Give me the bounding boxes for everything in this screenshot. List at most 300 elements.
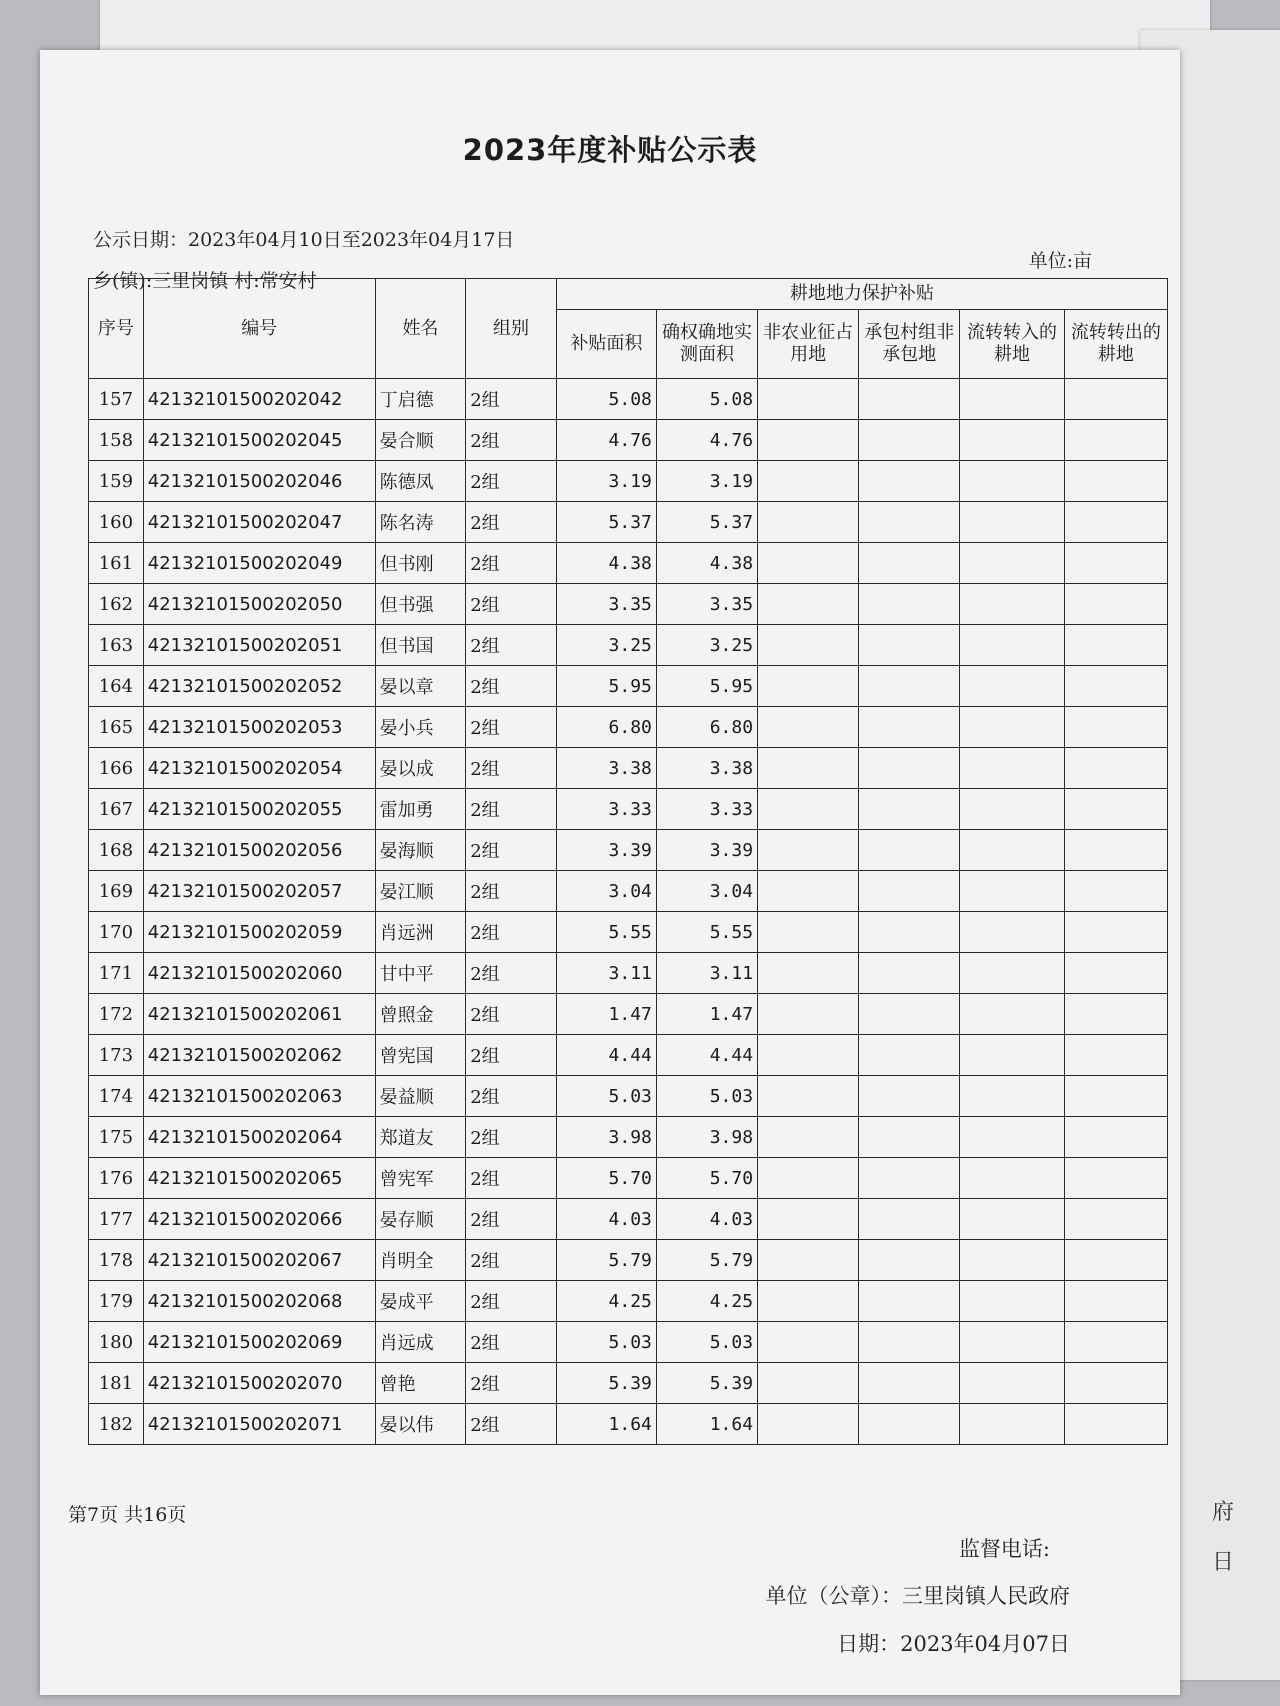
row-empty-cell	[758, 1240, 859, 1281]
header-code: 编号	[143, 279, 375, 379]
row-empty-cell	[960, 789, 1064, 830]
row-name: 肖远洲	[375, 912, 466, 953]
row-empty-cell	[758, 1322, 859, 1363]
row-empty-cell	[859, 707, 960, 748]
row-area: 3.19	[556, 461, 656, 502]
row-code: 42132101500202070	[143, 1363, 375, 1404]
row-name: 但书刚	[375, 543, 466, 584]
row-empty-cell	[1064, 871, 1167, 912]
row-name: 郑道友	[375, 1117, 466, 1158]
row-name: 肖远成	[375, 1322, 466, 1363]
row-area: 5.55	[556, 912, 656, 953]
row-seq: 170	[89, 912, 144, 953]
header-seq: 序号	[89, 279, 144, 379]
header-noncontract: 承包村组非承包地	[859, 310, 960, 379]
row-measured: 5.95	[656, 666, 757, 707]
table-row	[89, 953, 1168, 994]
page-title: 2023年度补贴公示表	[462, 133, 758, 167]
row-empty-cell	[859, 666, 960, 707]
row-code: 42132101500202066	[143, 1199, 375, 1240]
row-empty-cell	[758, 871, 859, 912]
row-group: 2组	[466, 830, 557, 871]
row-name: 肖明全	[375, 1240, 466, 1281]
table-row	[89, 420, 1168, 461]
row-name: 但书国	[375, 625, 466, 666]
row-measured: 5.79	[656, 1240, 757, 1281]
row-empty-cell	[1064, 543, 1167, 584]
row-area: 4.38	[556, 543, 656, 584]
row-empty-cell	[859, 502, 960, 543]
row-empty-cell	[859, 625, 960, 666]
row-measured: 6.80	[656, 707, 757, 748]
row-measured: 4.03	[656, 1199, 757, 1240]
row-area: 3.11	[556, 953, 656, 994]
row-code: 42132101500202045	[143, 420, 375, 461]
row-measured: 3.11	[656, 953, 757, 994]
row-code: 42132101500202064	[143, 1117, 375, 1158]
row-seq: 162	[89, 584, 144, 625]
row-empty-cell	[1064, 461, 1167, 502]
row-empty-cell	[859, 1035, 960, 1076]
header-transfer-out: 流转转出的耕地	[1064, 310, 1167, 379]
row-measured: 4.25	[656, 1281, 757, 1322]
row-empty-cell	[859, 1240, 960, 1281]
row-group: 2组	[466, 666, 557, 707]
table-row	[89, 584, 1168, 625]
row-empty-cell	[859, 1199, 960, 1240]
row-empty-cell	[859, 379, 960, 420]
row-name: 陈德凤	[375, 461, 466, 502]
table-row	[89, 666, 1168, 707]
row-area: 1.47	[556, 994, 656, 1035]
row-seq: 182	[89, 1404, 144, 1445]
official-seal-unit: 单位（公章）：三里岗镇人民政府	[765, 1584, 1070, 1608]
row-empty-cell	[960, 748, 1064, 789]
row-area: 3.35	[556, 584, 656, 625]
row-seq: 159	[89, 461, 144, 502]
row-group: 2组	[466, 420, 557, 461]
row-empty-cell	[758, 1158, 859, 1199]
row-name: 陈名涛	[375, 502, 466, 543]
row-empty-cell	[859, 789, 960, 830]
row-empty-cell	[758, 1076, 859, 1117]
row-seq: 174	[89, 1076, 144, 1117]
edge-char: 日	[1212, 1550, 1235, 1575]
row-area: 3.25	[556, 625, 656, 666]
row-empty-cell	[859, 1117, 960, 1158]
row-empty-cell	[758, 543, 859, 584]
row-empty-cell	[859, 1281, 960, 1322]
table-row	[89, 379, 1168, 420]
row-name: 晏益顺	[375, 1076, 466, 1117]
row-area: 5.08	[556, 379, 656, 420]
unit-label: 单位:亩	[1028, 250, 1092, 272]
row-seq: 166	[89, 748, 144, 789]
row-area: 4.25	[556, 1281, 656, 1322]
row-group: 2组	[466, 1076, 557, 1117]
row-empty-cell	[758, 994, 859, 1035]
row-seq: 180	[89, 1322, 144, 1363]
table-row	[89, 789, 1168, 830]
row-measured: 5.37	[656, 502, 757, 543]
table-row	[89, 1322, 1168, 1363]
row-empty-cell	[1064, 1199, 1167, 1240]
row-group: 2组	[466, 461, 557, 502]
row-group: 2组	[466, 953, 557, 994]
row-empty-cell	[758, 502, 859, 543]
row-empty-cell	[859, 1076, 960, 1117]
row-empty-cell	[1064, 707, 1167, 748]
edge-char: 府	[1212, 1500, 1235, 1525]
row-measured: 3.35	[656, 584, 757, 625]
row-empty-cell	[960, 1035, 1064, 1076]
row-empty-cell	[859, 543, 960, 584]
header-transfer-in: 流转转入的耕地	[960, 310, 1064, 379]
row-empty-cell	[960, 953, 1064, 994]
row-empty-cell	[758, 953, 859, 994]
row-empty-cell	[960, 871, 1064, 912]
row-empty-cell	[758, 625, 859, 666]
township-village: 乡(镇):三里岗镇 村:常安村	[93, 270, 317, 292]
row-empty-cell	[1064, 379, 1167, 420]
row-empty-cell	[960, 1158, 1064, 1199]
row-code: 42132101500202049	[143, 543, 375, 584]
row-measured: 3.39	[656, 830, 757, 871]
row-seq: 172	[89, 994, 144, 1035]
row-name: 晏以成	[375, 748, 466, 789]
row-empty-cell	[1064, 1281, 1167, 1322]
row-empty-cell	[960, 1240, 1064, 1281]
row-group: 2组	[466, 1322, 557, 1363]
table-row	[89, 1199, 1168, 1240]
row-code: 42132101500202067	[143, 1240, 375, 1281]
row-empty-cell	[960, 1404, 1064, 1445]
row-seq: 175	[89, 1117, 144, 1158]
row-seq: 171	[89, 953, 144, 994]
row-empty-cell	[758, 748, 859, 789]
row-seq: 173	[89, 1035, 144, 1076]
row-empty-cell	[758, 789, 859, 830]
row-code: 42132101500202063	[143, 1076, 375, 1117]
row-measured: 3.19	[656, 461, 757, 502]
row-code: 42132101500202042	[143, 379, 375, 420]
row-empty-cell	[960, 1363, 1064, 1404]
supervision-phone: 监督电话:	[958, 1537, 1050, 1561]
row-empty-cell	[1064, 584, 1167, 625]
row-code: 42132101500202059	[143, 912, 375, 953]
row-area: 5.70	[556, 1158, 656, 1199]
row-group: 2组	[466, 625, 557, 666]
row-empty-cell	[758, 1117, 859, 1158]
row-name: 晏成平	[375, 1281, 466, 1322]
row-code: 42132101500202071	[143, 1404, 375, 1445]
row-name: 晏海顺	[375, 830, 466, 871]
row-seq: 164	[89, 666, 144, 707]
row-area: 4.76	[556, 420, 656, 461]
row-name: 雷加勇	[375, 789, 466, 830]
row-empty-cell	[859, 420, 960, 461]
row-measured: 3.38	[656, 748, 757, 789]
row-seq: 161	[89, 543, 144, 584]
row-name: 晏江顺	[375, 871, 466, 912]
row-area: 4.44	[556, 1035, 656, 1076]
row-empty-cell	[758, 584, 859, 625]
row-empty-cell	[758, 1363, 859, 1404]
row-empty-cell	[859, 584, 960, 625]
table-row	[89, 1404, 1168, 1445]
row-empty-cell	[1064, 625, 1167, 666]
row-area: 1.64	[556, 1404, 656, 1445]
row-empty-cell	[758, 1199, 859, 1240]
row-empty-cell	[960, 1322, 1064, 1363]
row-empty-cell	[1064, 1076, 1167, 1117]
header-nonfarm: 非农业征占用地	[758, 310, 859, 379]
row-empty-cell	[1064, 953, 1167, 994]
row-empty-cell	[859, 748, 960, 789]
table-row	[89, 707, 1168, 748]
table-row	[89, 994, 1168, 1035]
row-seq: 181	[89, 1363, 144, 1404]
notice-date: 公示日期：2023年04月10日至2023年04月17日	[93, 229, 515, 251]
row-empty-cell	[1064, 912, 1167, 953]
row-measured: 4.38	[656, 543, 757, 584]
row-empty-cell	[758, 1281, 859, 1322]
row-code: 42132101500202055	[143, 789, 375, 830]
row-empty-cell	[1064, 666, 1167, 707]
row-measured: 5.70	[656, 1158, 757, 1199]
row-empty-cell	[758, 707, 859, 748]
row-empty-cell	[859, 461, 960, 502]
row-empty-cell	[1064, 1363, 1167, 1404]
row-empty-cell	[1064, 1158, 1167, 1199]
row-group: 2组	[466, 789, 557, 830]
row-empty-cell	[960, 1076, 1064, 1117]
table-row	[89, 1076, 1168, 1117]
row-empty-cell	[960, 707, 1064, 748]
row-empty-cell	[859, 871, 960, 912]
row-empty-cell	[1064, 830, 1167, 871]
row-empty-cell	[1064, 748, 1167, 789]
row-seq: 168	[89, 830, 144, 871]
table-row	[89, 748, 1168, 789]
row-empty-cell	[960, 1199, 1064, 1240]
row-empty-cell	[960, 543, 1064, 584]
row-empty-cell	[960, 1281, 1064, 1322]
table-row	[89, 830, 1168, 871]
row-empty-cell	[1064, 1117, 1167, 1158]
row-group: 2组	[466, 1199, 557, 1240]
row-empty-cell	[859, 994, 960, 1035]
table-row	[89, 1035, 1168, 1076]
row-measured: 5.08	[656, 379, 757, 420]
row-name: 晏小兵	[375, 707, 466, 748]
table-row	[89, 1240, 1168, 1281]
row-area: 3.33	[556, 789, 656, 830]
row-measured: 5.39	[656, 1363, 757, 1404]
row-group: 2组	[466, 1363, 557, 1404]
row-measured: 3.98	[656, 1117, 757, 1158]
subsidy-table	[88, 278, 1168, 1445]
table-row	[89, 625, 1168, 666]
row-measured: 4.76	[656, 420, 757, 461]
row-empty-cell	[1064, 1404, 1167, 1445]
row-empty-cell	[960, 625, 1064, 666]
row-area: 3.38	[556, 748, 656, 789]
header-name: 姓名	[375, 279, 466, 379]
row-empty-cell	[758, 1035, 859, 1076]
row-seq: 158	[89, 420, 144, 461]
row-area: 5.79	[556, 1240, 656, 1281]
document-page	[40, 50, 1180, 1695]
row-empty-cell	[1064, 502, 1167, 543]
row-group: 2组	[466, 1117, 557, 1158]
row-group: 2组	[466, 1404, 557, 1445]
row-code: 42132101500202050	[143, 584, 375, 625]
row-code: 42132101500202062	[143, 1035, 375, 1076]
row-area: 5.37	[556, 502, 656, 543]
row-name: 晏存顺	[375, 1199, 466, 1240]
row-empty-cell	[960, 912, 1064, 953]
row-seq: 163	[89, 625, 144, 666]
row-measured: 4.44	[656, 1035, 757, 1076]
row-empty-cell	[859, 830, 960, 871]
row-empty-cell	[960, 584, 1064, 625]
row-measured: 3.33	[656, 789, 757, 830]
row-name: 甘中平	[375, 953, 466, 994]
row-empty-cell	[859, 1363, 960, 1404]
row-empty-cell	[960, 830, 1064, 871]
row-seq: 178	[89, 1240, 144, 1281]
row-empty-cell	[1064, 1035, 1167, 1076]
row-seq: 176	[89, 1158, 144, 1199]
row-group: 2组	[466, 994, 557, 1035]
sign-date: 日期：2023年04月07日	[837, 1632, 1070, 1656]
row-group: 2组	[466, 543, 557, 584]
row-group: 2组	[466, 912, 557, 953]
row-empty-cell	[960, 461, 1064, 502]
row-empty-cell	[758, 1404, 859, 1445]
row-seq: 169	[89, 871, 144, 912]
row-empty-cell	[1064, 789, 1167, 830]
table-row	[89, 1281, 1168, 1322]
header-measured: 确权确地实测面积	[656, 310, 757, 379]
row-name: 丁启德	[375, 379, 466, 420]
row-code: 42132101500202061	[143, 994, 375, 1035]
row-seq: 165	[89, 707, 144, 748]
row-empty-cell	[1064, 1322, 1167, 1363]
row-name: 曾宪军	[375, 1158, 466, 1199]
row-measured: 3.04	[656, 871, 757, 912]
table-row	[89, 1158, 1168, 1199]
header-subsidy-group: 耕地地力保护补贴	[556, 279, 1167, 310]
row-empty-cell	[758, 912, 859, 953]
row-empty-cell	[859, 912, 960, 953]
row-group: 2组	[466, 379, 557, 420]
row-group: 2组	[466, 1281, 557, 1322]
row-empty-cell	[859, 1404, 960, 1445]
row-area: 5.03	[556, 1076, 656, 1117]
row-seq: 167	[89, 789, 144, 830]
row-seq: 160	[89, 502, 144, 543]
row-area: 5.03	[556, 1322, 656, 1363]
row-empty-cell	[960, 420, 1064, 461]
row-empty-cell	[758, 666, 859, 707]
row-measured: 3.25	[656, 625, 757, 666]
table-row	[89, 871, 1168, 912]
row-code: 42132101500202057	[143, 871, 375, 912]
row-code: 42132101500202060	[143, 953, 375, 994]
table-row	[89, 1363, 1168, 1404]
table-row	[89, 1117, 1168, 1158]
row-area: 4.03	[556, 1199, 656, 1240]
row-measured: 1.47	[656, 994, 757, 1035]
row-empty-cell	[960, 379, 1064, 420]
row-code: 42132101500202053	[143, 707, 375, 748]
row-seq: 157	[89, 379, 144, 420]
page-number: 第7页 共16页	[68, 1504, 187, 1526]
row-name: 但书强	[375, 584, 466, 625]
row-empty-cell	[960, 666, 1064, 707]
row-code: 42132101500202046	[143, 461, 375, 502]
row-empty-cell	[859, 1158, 960, 1199]
row-empty-cell	[960, 994, 1064, 1035]
row-code: 42132101500202054	[143, 748, 375, 789]
row-empty-cell	[758, 461, 859, 502]
row-empty-cell	[859, 953, 960, 994]
row-name: 曾宪国	[375, 1035, 466, 1076]
row-code: 42132101500202052	[143, 666, 375, 707]
row-area: 6.80	[556, 707, 656, 748]
row-code: 42132101500202047	[143, 502, 375, 543]
row-group: 2组	[466, 707, 557, 748]
row-group: 2组	[466, 1158, 557, 1199]
row-empty-cell	[758, 379, 859, 420]
header-area: 补贴面积	[556, 310, 656, 379]
row-empty-cell	[1064, 420, 1167, 461]
row-group: 2组	[466, 1035, 557, 1076]
row-measured: 1.64	[656, 1404, 757, 1445]
row-group: 2组	[466, 502, 557, 543]
row-area: 5.95	[556, 666, 656, 707]
row-name: 晏以伟	[375, 1404, 466, 1445]
table-row	[89, 912, 1168, 953]
row-empty-cell	[960, 502, 1064, 543]
row-code: 42132101500202068	[143, 1281, 375, 1322]
row-code: 42132101500202051	[143, 625, 375, 666]
table-body	[89, 379, 1168, 1445]
row-measured: 5.03	[656, 1322, 757, 1363]
row-area: 3.04	[556, 871, 656, 912]
row-seq: 177	[89, 1199, 144, 1240]
row-seq: 179	[89, 1281, 144, 1322]
table-row	[89, 461, 1168, 502]
row-empty-cell	[859, 1322, 960, 1363]
row-area: 3.39	[556, 830, 656, 871]
row-group: 2组	[466, 871, 557, 912]
table-row	[89, 543, 1168, 584]
row-measured: 5.55	[656, 912, 757, 953]
row-group: 2组	[466, 748, 557, 789]
row-name: 曾艳	[375, 1363, 466, 1404]
row-name: 晏以章	[375, 666, 466, 707]
row-code: 42132101500202056	[143, 830, 375, 871]
row-code: 42132101500202069	[143, 1322, 375, 1363]
row-empty-cell	[1064, 1240, 1167, 1281]
row-measured: 5.03	[656, 1076, 757, 1117]
row-group: 2组	[466, 584, 557, 625]
row-name: 曾照金	[375, 994, 466, 1035]
table-row	[89, 502, 1168, 543]
